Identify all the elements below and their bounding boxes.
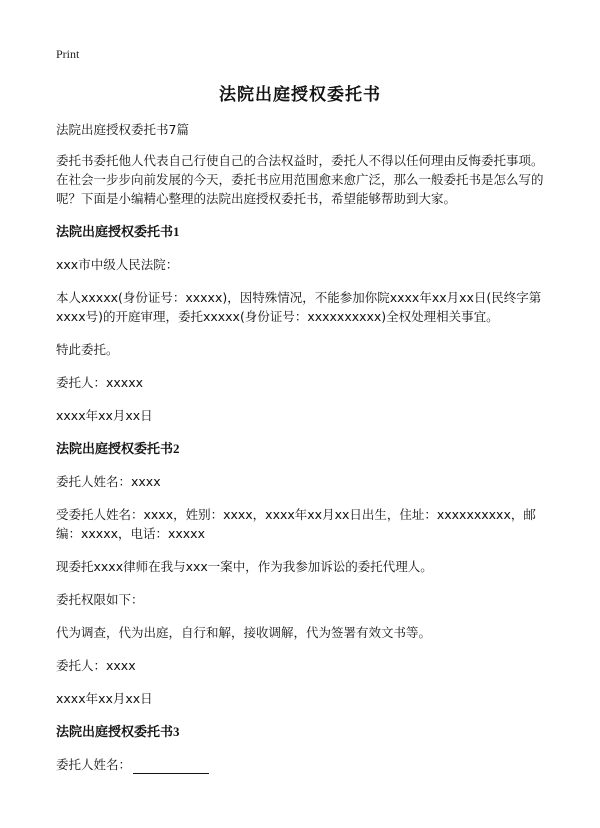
section-paragraph: 现委托xxxx律师在我与xxx一案中，作为我参加诉讼的委托代理人。 [56, 559, 433, 574]
section-heading: 法院出庭授权委托书3 [56, 724, 180, 739]
section-paragraph: 受委托人姓名：xxxx，姓别：xxxx，xxxx年xx月xx日出生，住址：xxxxxxxxxx，邮编：xxxxx，电话：xxxxx [56, 507, 536, 541]
document-subtitle: 法院出庭授权委托书7篇 [56, 122, 189, 137]
signature-line: 委托人：xxxx [56, 658, 136, 673]
fill-in-blank [133, 761, 209, 774]
date-line: xxxx年xx月xx日 [56, 691, 153, 706]
signature-line: 委托人：xxxxx [56, 375, 143, 390]
date-line: xxxx年xx月xx日 [56, 408, 153, 423]
section-paragraph: 本人xxxxx(身份证号：xxxxx)，因特殊情况，不能参加你院xxxx年xx月xx日(民终字第xxxx号)的开庭审理，委托xxxxx(身份证号：xxxxxxxxxx)全权处理相关事宜。 [56, 290, 542, 324]
section-heading: 法院出庭授权委托书1 [56, 224, 180, 239]
document-title: 法院出庭授权委托书 [219, 85, 381, 105]
addressee: xxx市中级人民法院： [56, 257, 179, 272]
field-label: 委托人姓名： [56, 757, 132, 772]
section-paragraph: 特此委托。 [56, 342, 119, 357]
section-paragraph: 代为调查，代为出庭，自行和解，接收调解，代为签署有效文书等。 [56, 625, 432, 640]
document-body [56, 120, 548, 788]
intro-paragraph: 委托书委托他人代表自己行使自己的合法权益时，委托人不得以任何理由反悔委托事项。在社会一步步向前发展的今天，委托书应用范围愈来愈广泛，那么一般委托书是怎么写的呢？下面是小编精心整理的法院出庭授权委托书，希望能够帮助到大家。 [56, 153, 544, 206]
section-3 [56, 722, 548, 774]
section-heading: 法院出庭授权委托书2 [56, 441, 180, 456]
section-paragraph: 委托人姓名：xxxx [56, 474, 161, 489]
section-2 [56, 439, 548, 708]
print-link[interactable]: Print [56, 47, 80, 61]
section-paragraph [56, 755, 548, 774]
section-1 [56, 222, 548, 425]
section-paragraph: 委托权限如下： [56, 592, 144, 607]
